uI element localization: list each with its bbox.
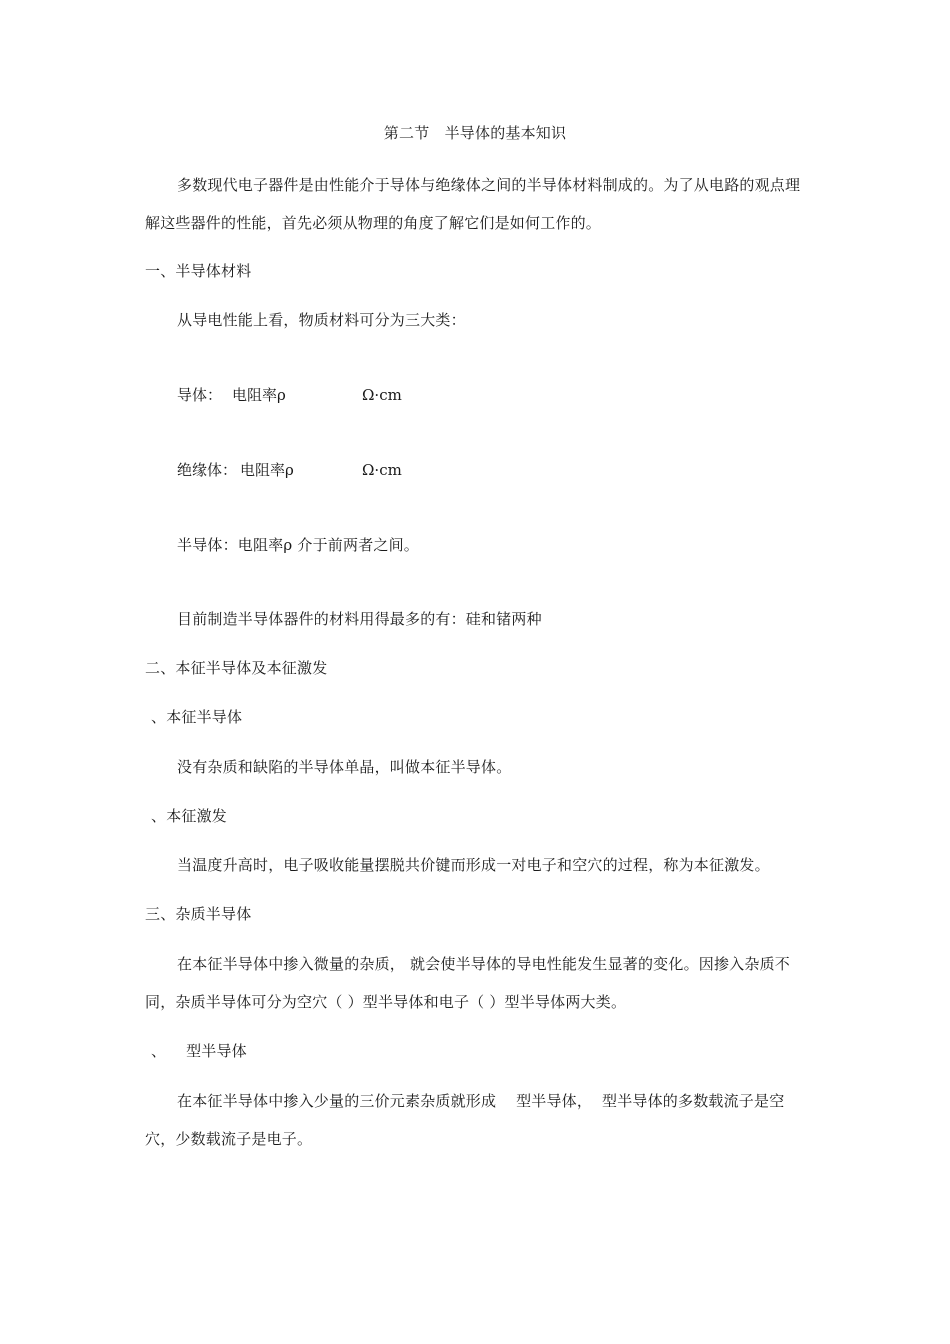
insulator-unit: Ω·cm <box>362 461 402 479</box>
conductor-desc: 电阻率ρ <box>232 386 286 404</box>
insulator-row <box>177 460 402 480</box>
subheading-intrinsic-excitation: 、本征激发 <box>151 807 228 825</box>
intrinsic-semiconductor-text: 没有杂质和缺陷的半导体单晶，叫做本征半导体。 <box>177 758 512 776</box>
materials-note: 目前制造半导体器件的材料用得最多的有：硅和锗两种 <box>177 610 542 628</box>
conductor-label: 导体： <box>177 386 223 404</box>
section-heading-intrinsic: 二、本征半导体及本征激发 <box>145 659 328 677</box>
conductor-row <box>177 385 402 405</box>
conductor-unit: Ω·cm <box>362 386 402 404</box>
materials-lead: 从导电性能上看，物质材料可分为三大类： <box>177 311 466 329</box>
intro-paragraph: 多数现代电子器件是由性能介于导体与绝缘体之间的半导体材料制成的。为了从电路的观点理解这些器件的性能，首先必须从物理的角度了解它们是如何工作的。 <box>145 176 801 232</box>
subheading-intrinsic-semiconductor: 、本征半导体 <box>151 708 243 726</box>
insulator-label: 绝缘体： <box>177 461 238 479</box>
section-heading-materials: 一、半导体材料 <box>145 262 252 280</box>
section-heading-impurity: 三、杂质半导体 <box>145 905 252 923</box>
p-type-text: 在本征半导体中掺入少量的三价元素杂质就形成 型半导体， 型半导体的多数载流子是空穴，少数载流子是电子。 <box>145 1092 785 1148</box>
insulator-desc: 电阻率ρ <box>240 461 294 479</box>
page-title: 第二节 半导体的基本知识 <box>383 124 567 142</box>
impurity-paragraph: 在本征半导体中掺入微量的杂质， 就会使半导体的导电性能发生显著的变化。因掺入杂质不同，杂质半导体可分为空穴（ ）型半导体和电子（ ）型半导体两大类。 <box>145 955 790 1011</box>
subheading-p-type: 、 型半导体 <box>151 1042 247 1060</box>
semiconductor-row: 半导体：电阻率ρ 介于前两者之间。 <box>177 536 419 554</box>
intrinsic-excitation-text: 当温度升高时，电子吸收能量摆脱共价键而形成一对电子和空穴的过程，称为本征激发。 <box>177 856 770 874</box>
